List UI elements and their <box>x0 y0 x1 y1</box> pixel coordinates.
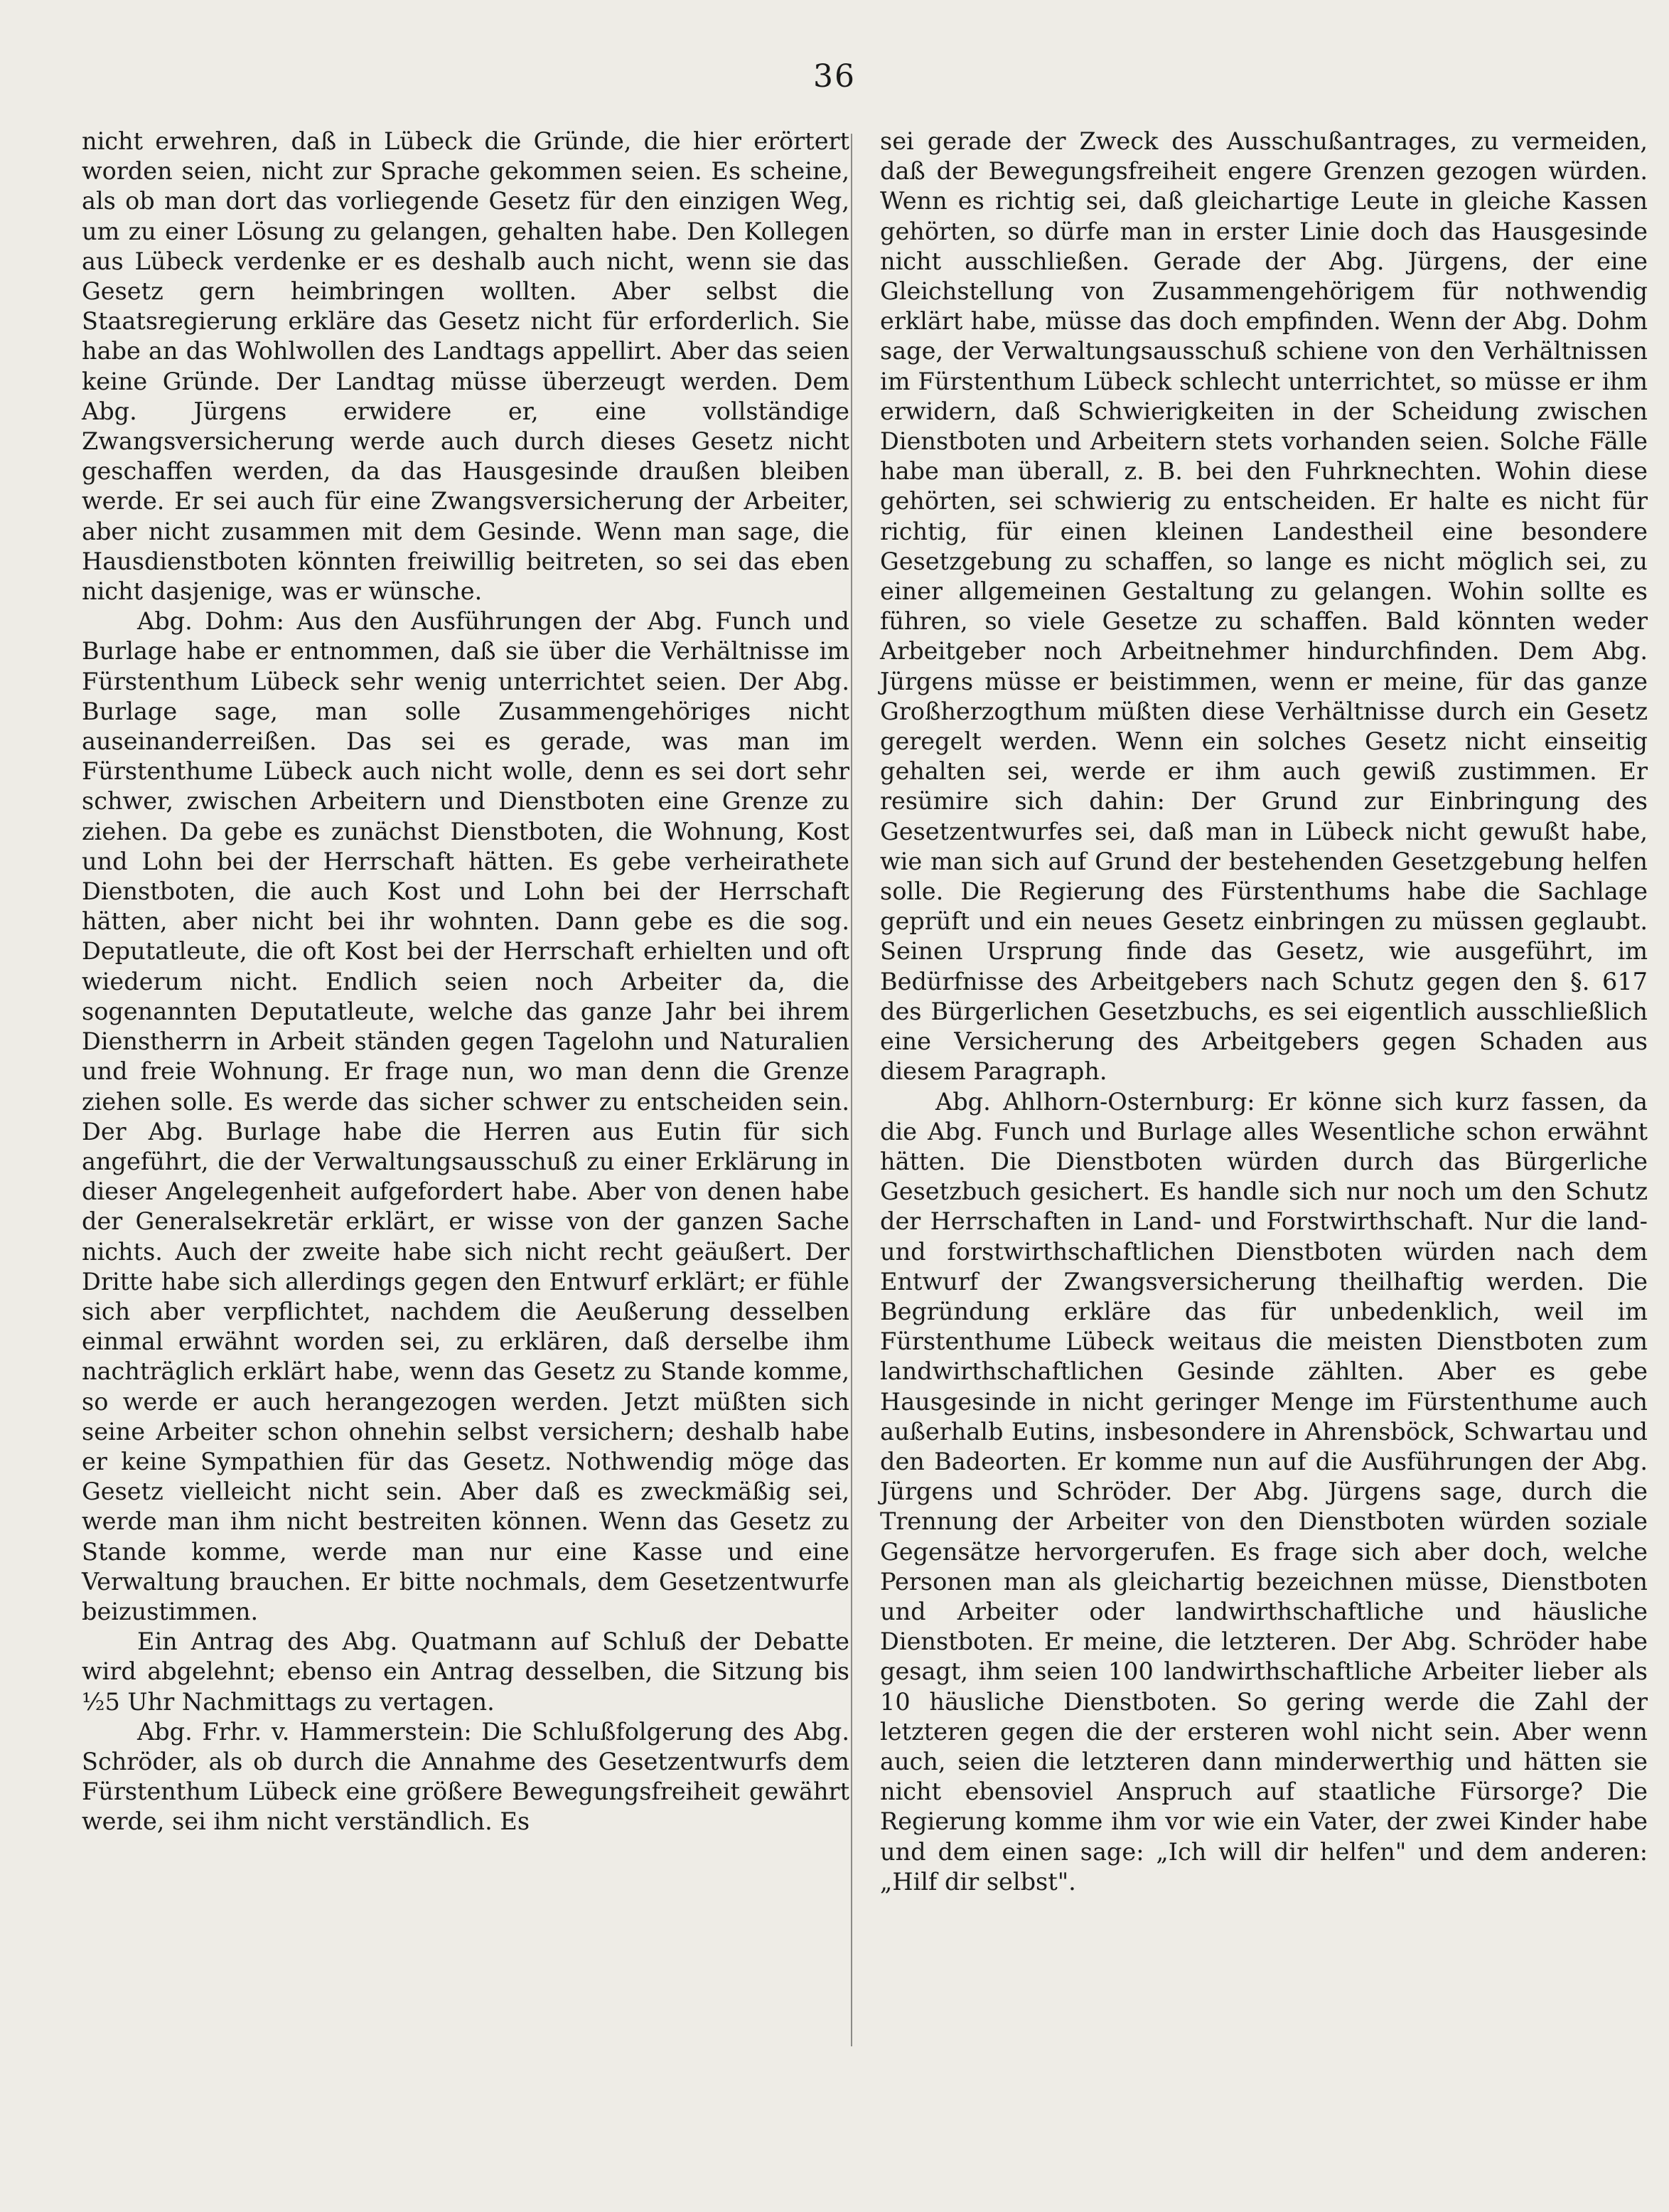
paragraph: Abg. Frhr. v. Hammerstein: Die Schlußfolgerung des Abg. Schröder, als ob durch die Annahme des Gesetzentwurfs dem Fürstenthum Lübeck eine größere Bewegungsfreiheit gewährt werde, sei ihm nicht verständlich. Es <box>82 1717 849 1836</box>
paragraph: Abg. Dohm: Aus den Ausführungen der Abg. Funch und Burlage habe er entnommen, daß sie über die Verhältnisse im Fürstenthum Lübeck sehr wenig unterrichtet seien. Der Abg. Burlage sage, man solle Zusammengehöriges nicht auseinanderreißen. Das sei es gerade, was man im Fürstenthume Lübeck auch nicht wolle, denn es sei dort sehr schwer, zwischen Arbeitern und Dienstboten eine Grenze zu ziehen. Da gebe es zunächst Dienstboten, die Wohnung, Kost und Lohn bei der Herrschaft hätten. Es gebe verheirathete Dienstboten, die auch Kost und Lohn bei der Herrschaft hätten, aber nicht bei ihr wohnten. Dann gebe es die sog. Deputatleute, die oft Kost bei der Herrschaft erhielten und oft wiederum nicht. Endlich seien noch Arbeiter da, die sogenannten Deputatleute, welche das ganze Jahr bei ihrem Dienstherrn in Arbeit ständen gegen Tagelohn und Naturalien und freie Wohnung. Er frage nun, wo man denn die Grenze ziehen solle. Es werde das sicher schwer zu entscheiden sein. Der Abg. Burlage habe die Herren aus Eutin für sich angeführt, die der Verwaltungsausschuß zu einer Erklärung in dieser Angelegenheit aufgefordert habe. Aber von denen habe der Generalsekretär erklärt, er wisse von der ganzen Sache nichts. Auch der zweite habe sich nicht recht geäußert. Der Dritte habe sich allerdings gegen den Entwurf erklärt; er fühle sich aber verpflichtet, nachdem die Aeußerung desselben einmal erwähnt worden sei, zu erklären, daß derselbe ihm nachträglich erklärt habe, wenn das Gesetz zu Stande komme, so werde er auch herangezogen werden. Jetzt müßten sich seine Arbeiter schon ohnehin selbst versichern; deshalb habe er keine Sympathien für das Gesetz. Nothwendig möge das Gesetz vielleicht nicht sein. Aber daß es zweckmäßig sei, werde man ihm nicht bestreiten können. Wenn das Gesetz zu Stande komme, werde man nur eine Kasse und eine Verwaltung brauchen. Er bitte nochmals, dem Gesetzentwurfe beizustimmen. <box>82 607 849 1625</box>
right-column <box>880 127 1648 1897</box>
left-column <box>82 127 849 1837</box>
column-divider <box>851 134 852 2046</box>
paragraph: sei gerade der Zweck des Ausschußantrages, zu vermeiden, daß der Bewegungsfreiheit engere Grenzen gezogen würden. Wenn es richtig sei, daß gleichartige Leute in gleiche Kassen gehörten, so dürfe man in erster Linie doch das Hausgesinde nicht ausschließen. Gerade der Abg. Jürgens, der eine Gleichstellung von Zusammengehörigem für nothwendig erklärt habe, müsse das doch empfinden. Wenn der Abg. Dohm sage, der Verwaltungsausschuß schiene von den Verhältnissen im Fürstenthum Lübeck schlecht unterrichtet, so müsse er ihm erwidern, daß Schwierigkeiten in der Scheidung zwischen Dienstboten und Arbeitern stets vorhanden seien. Solche Fälle habe man überall, z. B. bei den Fuhrknechten. Wohin diese gehörten, sei schwierig zu entscheiden. Er halte es nicht für richtig, für einen kleinen Landestheil eine besondere Gesetzgebung zu schaffen, so lange es nicht möglich sei, zu einer allgemeinen Gestaltung zu gelangen. Wohin sollte es führen, so viele Gesetze zu schaffen. Bald könnten weder Arbeitgeber noch Arbeitnehmer hindurchfinden. Dem Abg. Jürgens müsse er beistimmen, wenn er meine, für das ganze Großherzogthum müßten diese Verhältnisse durch ein Gesetz geregelt werden. Wenn ein solches Gesetz nicht einseitig gehalten sei, werde er ihm auch gewiß zustimmen. Er resümire sich dahin: Der Grund zur Einbringung des Gesetzentwurfes sei, daß man in Lübeck nicht gewußt habe, wie man sich auf Grund der bestehenden Gesetzgebung helfen solle. Die Regierung des Fürstenthums habe die Sachlage geprüft und ein neues Gesetz einbringen zu müssen geglaubt. Seinen Ursprung finde das Gesetz, wie ausgeführt, im Bedürfnisse des Arbeitgebers nach Schutz gegen den §. 617 des Bürgerlichen Gesetzbuchs, es sei eigentlich ausschließlich eine Versicherung des Arbeitgebers gegen Schaden aus diesem Paragraph. <box>880 127 1648 1086</box>
paragraph: Abg. Ahlhorn-Osternburg: Er könne sich kurz fassen, da die Abg. Funch und Burlage alles Wesentliche schon erwähnt hätten. Die Dienstboten würden durch das Bürgerliche Gesetzbuch gesichert. Es handle sich nur noch um den Schutz der Herrschaften in Land- und Forstwirthschaft. Nur die land- und forstwirthschaftlichen Dienstboten würden nach dem Entwurf der Zwangsversicherung theilhaftig werden. Die Begründung erkläre das für unbedenklich, weil im Fürstenthume Lübeck weitaus die meisten Dienstboten zum landwirthschaftlichen Gesinde zählten. Aber es gebe Hausgesinde in nicht geringer Menge im Fürstenthume auch außerhalb Eutins, insbesondere in Ahrensböck, Schwartau und den Badeorten. Er komme nun auf die Ausführungen der Abg. Jürgens und Schröder. Der Abg. Jürgens sage, durch die Trennung der Arbeiter von den Dienstboten würden soziale Gegensätze hervorgerufen. Es frage sich aber doch, welche Personen man als gleichartig bezeichnen müsse, Dienstboten und Arbeiter oder landwirthschaftliche und häusliche Dienstboten. Er meine, die letzteren. Der Abg. Schröder habe gesagt, ihm seien 100 landwirthschaftliche Arbeiter lieber als 10 häusliche Dienstboten. So gering werde die Zahl der letzteren gegen die der ersteren wohl nicht sein. Aber wenn auch, seien die letzteren dann minderwerthig und hätten sie nicht ebensoviel Anspruch auf staatliche Fürsorge? Die Regierung komme ihm vor wie ein Vater, der zwei Kinder habe und dem einen sage: „Ich will dir helfen" und dem anderen: „Hilf dir selbst". <box>880 1087 1648 1896</box>
paragraph: nicht erwehren, daß in Lübeck die Gründe, die hier erörtert worden seien, nicht zur Sprache gekommen seien. Es scheine, als ob man dort das vorliegende Gesetz für den einzigen Weg, um zu einer Lösung zu gelangen, gehalten habe. Den Kollegen aus Lübeck verdenke er es deshalb auch nicht, wenn sie das Gesetz gern heimbringen wollten. Aber selbst die Staatsregierung erkläre das Gesetz nicht für erforderlich. Sie habe an das Wohlwollen des Landtags appellirt. Aber das seien keine Gründe. Der Landtag müsse überzeugt werden. Dem Abg. Jürgens erwidere er, eine vollständige Zwangsversicherung werde auch durch dieses Gesetz nicht geschaffen werden, da das Hausgesinde draußen bleiben werde. Er sei auch für eine Zwangsversicherung der Arbeiter, aber nicht zusammen mit dem Gesinde. Wenn man sage, die Hausdienstboten könnten freiwillig beitreten, so sei das eben nicht dasjenige, was er wünsche. <box>82 127 849 606</box>
page-number: 36 <box>813 58 856 95</box>
paragraph: Ein Antrag des Abg. Quatmann auf Schluß der Debatte wird abgelehnt; ebenso ein Antrag desselben, die Sitzung bis ½5 Uhr Nachmittags zu vertagen. <box>82 1628 849 1716</box>
